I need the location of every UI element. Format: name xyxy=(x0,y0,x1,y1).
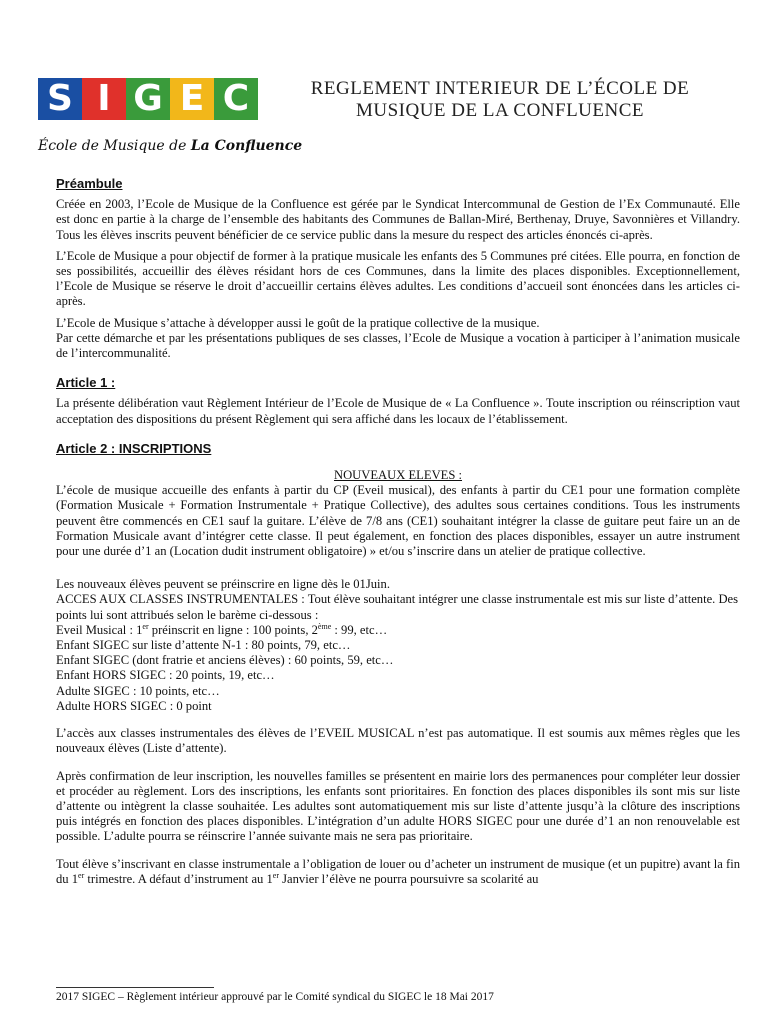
title-line-1: REGLEMENT INTERIEUR DE L’ÉCOLE DE xyxy=(310,78,690,99)
preambule-paragraph-1: Créée en 2003, l’Ecole de Musique de la Confluence est gérée par le Syndicat Intercommunal de Gestion de l’Ex Communauté. Elle est donc en partie à la charge de l’ensemble des habitants des Communes de Ballan-Miré, Berthenay, Druye, Savonnières et Villandry. Tous les élèves inscrits peuvent bénéficier de ce service public dans la mesure du respect des articles énoncés ci-après. xyxy=(56,197,740,242)
bareme-list xyxy=(56,577,740,714)
logo-tile-g: G xyxy=(126,78,170,120)
bareme-line: Adulte HORS SIGEC : 0 point xyxy=(56,698,212,713)
preambule-paragraph-3b: Par cette démarche et par les présentations publiques de ses classes, l’Ecole de Musique a vocation à participer à l’animation musicale de l’intercommunalité. xyxy=(56,330,740,361)
article2-paragraph-2: L’accès aux classes instrumentales des élèves de l’EVEIL MUSICAL n’est pas automatique. Il est soumis aux mêmes règles que les nouveaux élèves (Liste d’attente). xyxy=(56,726,740,756)
bareme-line: Enfant SIGEC (dont fratrie et anciens élèves) : 60 points, 59, etc… xyxy=(56,653,394,668)
footer-text: 2017 SIGEC – Règlement intérieur approuvé par le Comité syndical du SIGEC le 18 Mai 2017 xyxy=(56,991,494,1003)
bareme-eveil-line: Eveil Musical : 1er préinscrit en ligne : 100 points, 2ème : 99, etc… xyxy=(56,621,388,637)
preambule-paragraph-2: L’Ecole de Musique a pour objectif de former à la pratique musicale les enfants des 5 Communes pré citées. Elle pourra, en fonction de ses possibilités, accueillir des élèves résidant hors de ces Communes, dans la limite des places disponibles. Exceptionnellement, l’Ecole de Musique se réserve le droit d’accueillir certains élèves adultes. Les conditions d’accueil sont énoncées dans les articles ci-après. xyxy=(56,248,740,309)
school-subtitle xyxy=(38,138,302,154)
preinscription-line: Les nouveaux élèves peuvent se préinscrire en ligne dès le 01Juin. xyxy=(56,577,390,592)
logo-tile-c: C xyxy=(214,78,258,120)
acces-classes-line: ACCES AUX CLASSES INSTRUMENTALES : Tout élève souhaitant intégrer une classe instrumentale est mis sur liste d’attente. Des points lui sont attribués selon le barème ci-dessous : xyxy=(56,592,739,622)
logo-tile-i: I xyxy=(82,78,126,120)
article1-paragraph: La présente délibération vaut Règlement Intérieur de l’Ecole de Musique de « La Confluence ». Toute inscription ou réinscription vaut acceptation des dispositions du présent Règlement qui sera affiché dans les locaux de l’établissement. xyxy=(56,396,740,426)
preambule-paragraph-3a: L’Ecole de Musique s’attache à développer aussi le goût de la pratique collective de la musique. xyxy=(56,315,540,330)
article2-heading: Article 2 : INSCRIPTIONS xyxy=(56,440,212,456)
title-line-2: MUSIQUE DE LA CONFLUENCE xyxy=(355,100,645,121)
bareme-line: Enfant SIGEC sur liste d’attente N-1 : 80 points, 79, etc… xyxy=(56,638,351,653)
subtitle-part1: École de Musique de xyxy=(38,138,187,154)
article2-paragraph-3: Après confirmation de leur inscription, les nouvelles familles se présentent en mairie lors des permanences pour compléter leur dossier et procéder au règlement. Lors des inscriptions, les enfants sont prioritaires. En fonction des places disponibles ils sont mis sur liste d’attente ou intègrent la classe souhaitée. Les adultes sont automatiquement mis sur liste d’attente jusqu’à la clôture des inscriptions puis intégrés en fonction des places disponibles. L’intégration d’un adulte HORS SIGEC pour une durée d’1 an non renouvelable est possible. L’adulte pourra se réinscrire l’année suivante mais ne sera pas prioritaire. xyxy=(56,768,740,844)
subtitle-part2: La Confluence xyxy=(190,138,303,154)
preambule-heading: Préambule xyxy=(56,176,123,191)
footer-rule xyxy=(56,987,214,988)
bareme-line: Enfant HORS SIGEC : 20 points, 19, etc… xyxy=(56,668,275,683)
article2-paragraph-1: L’école de musique accueille des enfants à partir du CP (Eveil musical), des enfants à partir du CE1 pour une formation complète (Formation Musicale + Formation Instrumentale + Pratique Collective), des adultes sous certaines conditions. Tous les instruments peuvent être commencés en CE1 sauf la guitare. L’élève de 7/8 ans (CE1) souhaitant intégrer la classe de guitare peut faire un an de Formation Musicale avant d’intégrer cette classe. Il peut également, en fonction des places disponibles, essayer un autre instrument pour une durée d’1 an (Location dudit instrument obligatoire) » et/ou s’inscrire dans un atelier de pratique collective. xyxy=(56,483,740,559)
nouveaux-eleves-subheading: NOUVEAUX ELEVES : xyxy=(333,468,463,483)
article2-paragraph-4: Tout élève s’inscrivant en classe instrumentale a l’obligation de louer ou d’acheter un instrument de musique (et un pupitre) avant la fin du 1er trimestre. A défaut d’instrument au 1er Janvier l’élève ne pourra poursuivre sa scolarité au xyxy=(56,856,740,886)
sigec-logo xyxy=(38,78,258,120)
bareme-line: Adulte SIGEC : 10 points, etc… xyxy=(56,683,220,698)
article1-heading: Article 1 : xyxy=(56,375,116,391)
document-title xyxy=(280,78,720,122)
logo-tile-s: S xyxy=(38,78,82,120)
document-body xyxy=(56,176,740,893)
logo-tile-e: E xyxy=(170,78,214,120)
